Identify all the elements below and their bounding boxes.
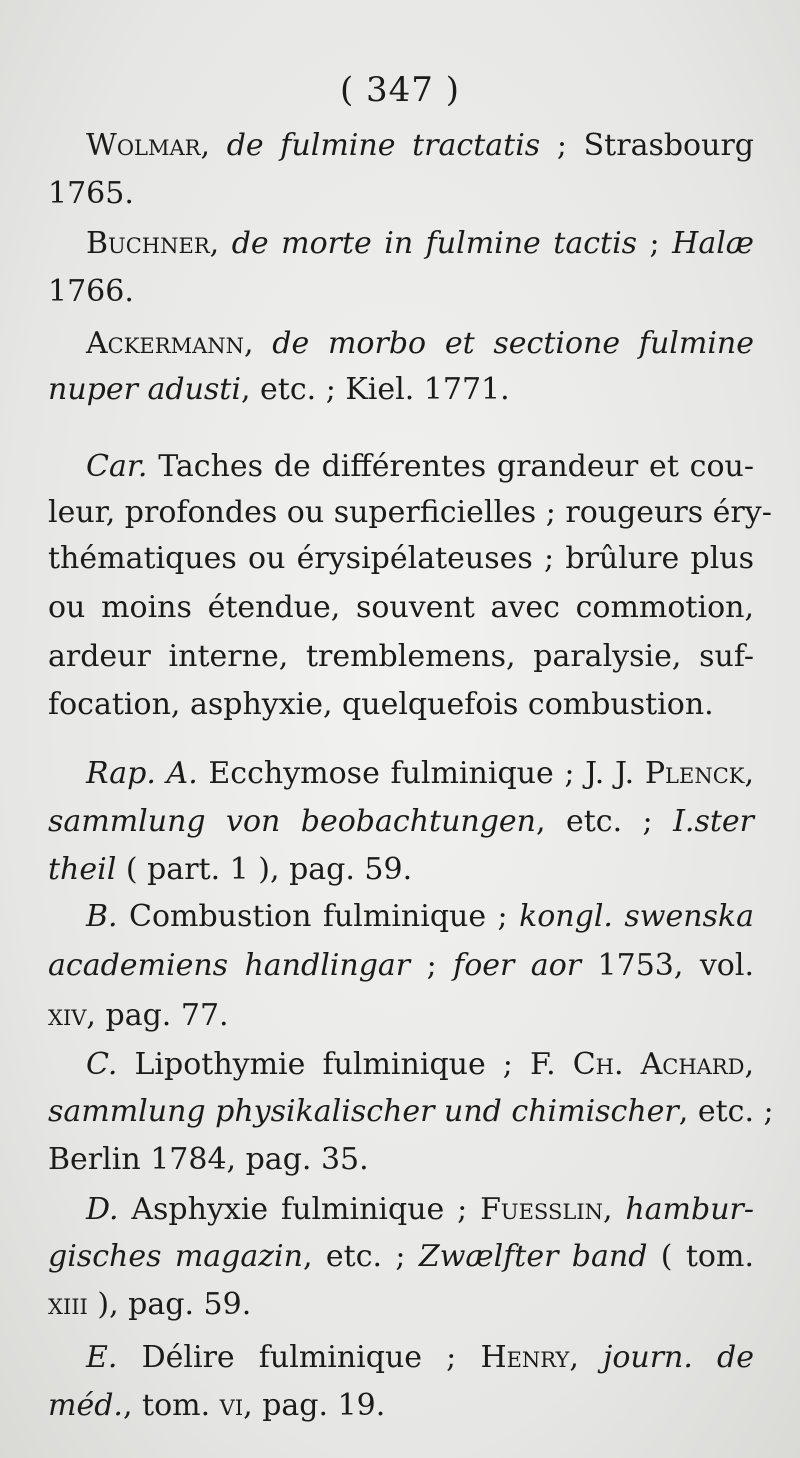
text-line xyxy=(48,270,754,314)
text-line xyxy=(86,895,754,939)
text-span: , xyxy=(602,1192,626,1227)
text-line xyxy=(48,944,754,988)
title-italic: hambur- xyxy=(625,1192,755,1227)
text-line xyxy=(86,752,754,796)
text-span: 1766. xyxy=(48,274,134,309)
text-span: , tom. xyxy=(122,1388,220,1423)
page-number: ( 347 ) xyxy=(339,70,461,110)
author-name: Plenck xyxy=(644,756,745,791)
title-italic: nuper adusti xyxy=(48,372,241,407)
title-italic: Zwælfter band xyxy=(418,1239,648,1274)
author-name: Ackermann xyxy=(86,326,244,361)
text-line xyxy=(48,1235,754,1279)
author-name: Fuesslin xyxy=(480,1192,603,1227)
text-line xyxy=(48,994,754,1038)
text-line xyxy=(48,1090,774,1134)
roman-numeral: xiv xyxy=(48,998,87,1033)
title-italic: theil xyxy=(48,852,117,887)
text-line xyxy=(48,1384,754,1428)
section-label: C. xyxy=(86,1047,118,1082)
roman-numeral: xiii xyxy=(48,1287,88,1322)
text-span: Taches de différentes grandeur et cou- xyxy=(147,449,754,484)
title-italic: sammlung von beobachtungen xyxy=(48,804,536,839)
section-label: D. xyxy=(86,1192,119,1227)
text-span: ( part. 1 ), pag. 59. xyxy=(116,852,413,887)
text-line xyxy=(48,172,754,216)
section-label: Car. xyxy=(86,449,148,484)
text-line: Berlin 1784, pag. 35. xyxy=(48,1142,369,1177)
text-line xyxy=(48,800,754,844)
text-line xyxy=(86,1336,754,1380)
roman-numeral: vi xyxy=(219,1388,244,1423)
text-span: , etc. ; xyxy=(678,1094,774,1129)
text-span: ; xyxy=(637,226,673,261)
text-line: leur, profondes ou superficielles ; rougeurs éry- xyxy=(48,495,772,530)
section-label: E. xyxy=(86,1340,118,1375)
text-span: , xyxy=(243,326,273,361)
text-line xyxy=(48,848,754,892)
text-span: , xyxy=(744,756,754,791)
text-span: , pag. 77. xyxy=(86,998,229,1033)
title-italic: I.ster xyxy=(673,804,754,839)
place-italic: Halæ xyxy=(672,226,754,261)
section-label: B. xyxy=(86,899,118,934)
title-italic: kongl. swenska xyxy=(519,899,754,934)
section-label: Rap. A. xyxy=(86,756,198,791)
title-italic: méd. xyxy=(48,1388,123,1423)
author-name: Buchner xyxy=(86,226,210,261)
text-span: ; xyxy=(410,948,454,983)
text-span: , xyxy=(569,1340,604,1375)
text-span: ; Strasbourg xyxy=(540,128,754,163)
text-line xyxy=(86,124,754,168)
title-italic: de morbo et sectione fulmine xyxy=(272,326,754,361)
text-line xyxy=(86,1188,754,1232)
text-span: 1765. xyxy=(48,176,134,211)
text-span: , etc. ; xyxy=(536,804,674,839)
text-span: , etc. ; xyxy=(302,1239,419,1274)
text-span: ), pag. 59. xyxy=(87,1287,252,1322)
text-span: ( tom. xyxy=(647,1239,754,1274)
text-span: , pag. 19. xyxy=(243,1388,386,1423)
text-line: thématiques ou érysipélateuses ; brûlure plus xyxy=(48,541,754,576)
text-line xyxy=(86,445,754,489)
text-span: 1753, vol. xyxy=(581,948,754,983)
text-span: Lipothymie fulminique ; F. xyxy=(117,1047,573,1082)
text-span: Délire fulminique ; xyxy=(117,1340,481,1375)
text-line: ou moins étendue, souvent avec commotion, xyxy=(48,590,754,625)
text-line: focation, asphyxie, quelquefois combustion. xyxy=(48,687,714,722)
text-line xyxy=(86,322,754,366)
text-span: , xyxy=(209,226,232,261)
author-name: Ch. Achard xyxy=(572,1047,745,1082)
title-italic: journ. de xyxy=(603,1340,754,1375)
text-span: , xyxy=(200,128,227,163)
text-line xyxy=(48,1283,754,1327)
title-italic: sammlung physikalischer und chimischer xyxy=(48,1094,679,1129)
text-line xyxy=(48,368,754,412)
text-span: Ecchymose fulminique ; J. J. xyxy=(197,756,645,791)
text-line: ardeur interne, tremblemens, paralysie, suf- xyxy=(48,639,754,674)
text-span: , etc. ; Kiel. 1771. xyxy=(240,372,510,407)
text-line xyxy=(86,1043,754,1087)
title-italic: gisches magazin xyxy=(48,1239,303,1274)
title-italic: academiens handlingar xyxy=(48,948,411,983)
text-span: Asphyxie fulminique ; xyxy=(118,1192,481,1227)
text-span: Combustion fulminique ; xyxy=(117,899,520,934)
title-italic: de morte in fulmine tactis xyxy=(231,226,638,261)
title-italic: de fulmine tractatis xyxy=(226,128,541,163)
author-name: Henry xyxy=(480,1340,570,1375)
author-name: Wolmar xyxy=(86,128,201,163)
text-line xyxy=(86,222,754,266)
text-span: , xyxy=(744,1047,754,1082)
title-italic: foer aor xyxy=(453,948,582,983)
